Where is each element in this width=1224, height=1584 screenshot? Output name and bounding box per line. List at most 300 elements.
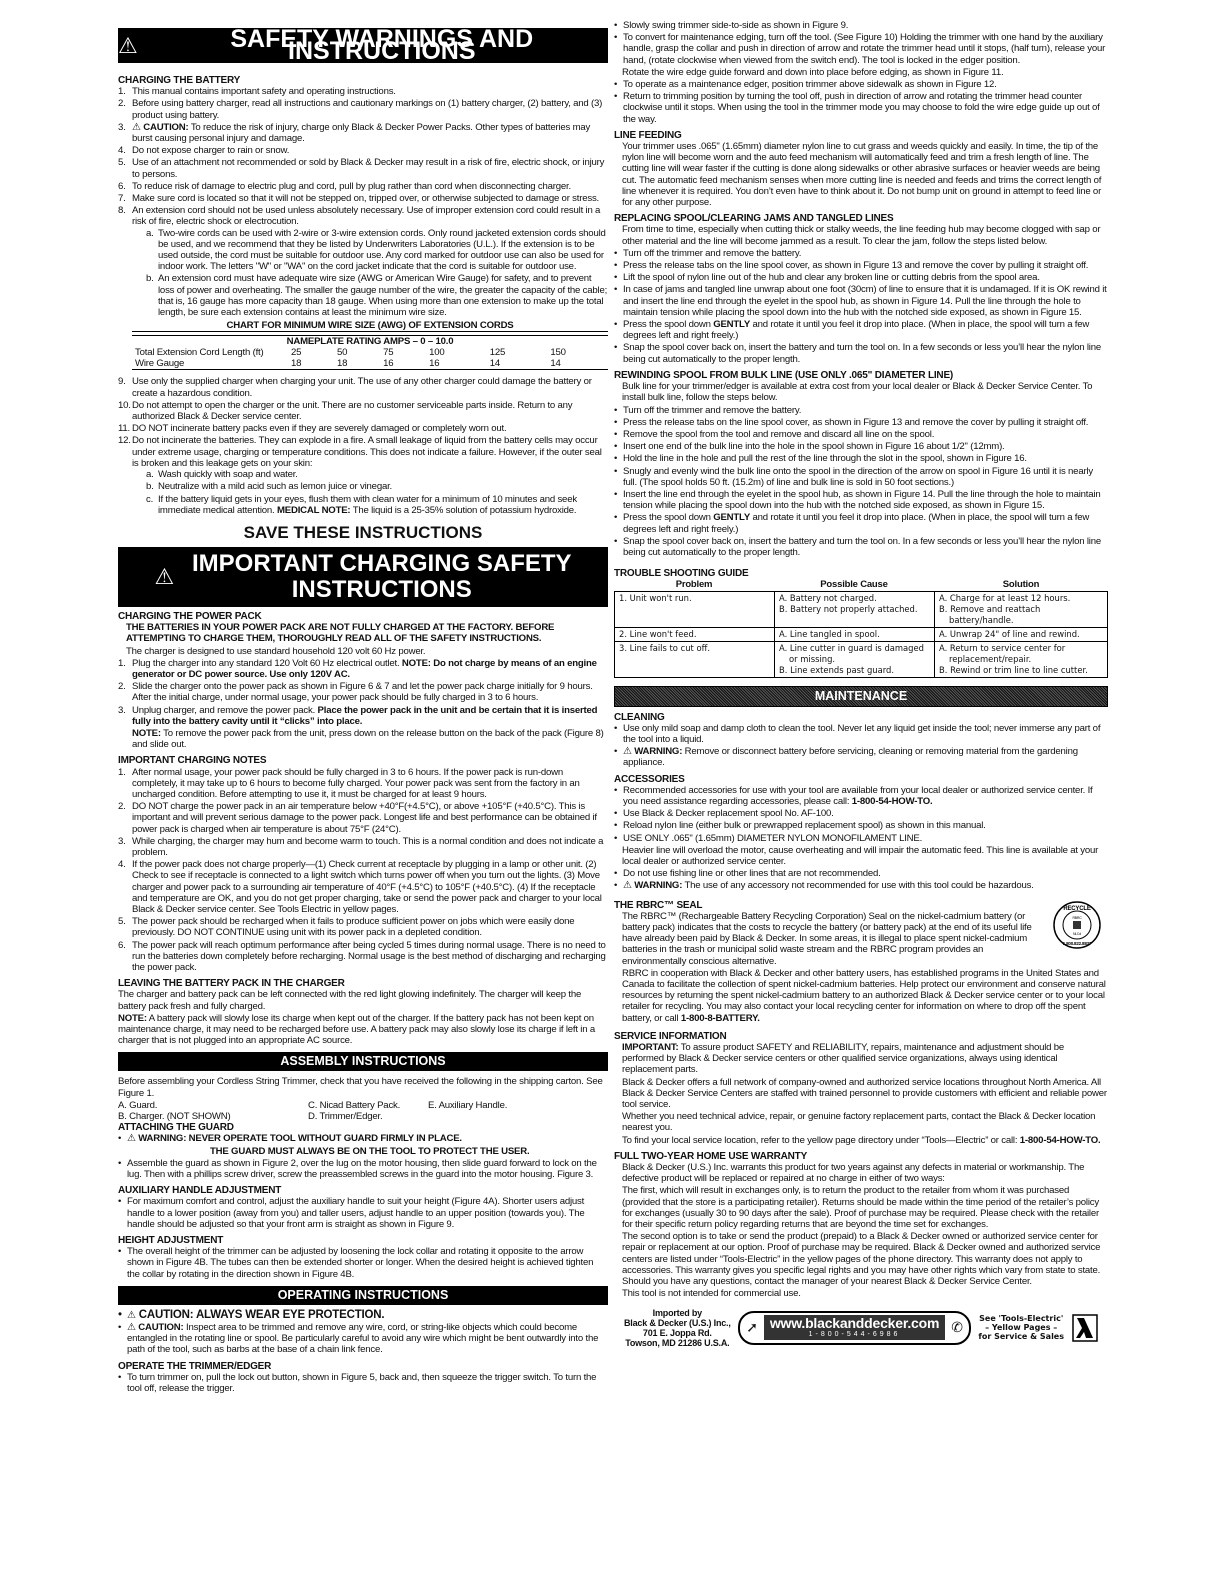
trouble-shooting-guide xyxy=(614,568,1108,677)
list-item xyxy=(614,32,1108,66)
yellow-line: – Yellow Pages – xyxy=(985,1323,1058,1332)
assembly-instructions-bar: ASSEMBLY INSTRUCTIONS xyxy=(118,1052,608,1071)
solution-item: A. Return to service center for replacement/repair. xyxy=(939,642,1066,664)
wire-value: 75 xyxy=(383,347,394,359)
text-run: After normal usage, your power pack should be fully charged in 3 to 6 hours. If the power pack is run-down completely, it may take up to 6 hours to become fully charged. Your power pack was sent from the factory in an uncharged condition. Before attempting to use it, it must be charged for at least 9 hours. xyxy=(132,766,580,800)
text-run: Use of an attachment not recommended or sold by Black & Decker may result in a risk of fire, electric shock, or injury to persons. xyxy=(132,157,605,180)
problem-cell: 2. Line won't feed. xyxy=(615,627,775,641)
section-heading xyxy=(118,1122,608,1133)
cause-cell xyxy=(775,641,935,677)
item-marker: 1. xyxy=(118,86,126,98)
item-list xyxy=(118,1246,608,1280)
yellow-line: See 'Tools-Electric' xyxy=(979,1314,1064,1323)
section-heading xyxy=(118,1185,608,1196)
paragraph xyxy=(614,141,1108,208)
paragraph xyxy=(614,1135,1108,1146)
wire-value: 100 xyxy=(429,347,445,359)
text-run: Before using battery charger, read all instructions and cautionary markings on (1) battery charger, (2) battery, and (3) product using battery. xyxy=(132,98,603,121)
part-item: B. Charger. (NOT SHOWN) xyxy=(118,1111,231,1123)
bullet-list xyxy=(118,1310,608,1356)
item-text xyxy=(127,1158,608,1180)
paragraph xyxy=(614,1162,1108,1184)
text-run: The second option is to take or send the product (prepaid) to a Black & Decker owned or authorized service center for repair or replacement at our option. Proof of purchase may be required. Black & Decker owned and authorized service centers are listed under “Tools-Electric” in the yellow pages of the phone directory. This warranty does not apply to accessories. This warranty gives you specific legal rights and you may have other rights which vary from state to state. Should you have any questions, contact the manager of your nearest Black & Decker Service Center. xyxy=(622,1231,1101,1288)
list-item xyxy=(118,1372,608,1394)
paragraph xyxy=(118,646,608,657)
text-run: Use only the supplied charger when charging your unit. The use of any other charger could damage the battery or create a hazardous condition. xyxy=(132,376,592,399)
paragraph xyxy=(614,1231,1108,1287)
text-run: DO NOT incinerate battery packs even if they are severely damaged or completely worn out. xyxy=(132,423,507,435)
text-run: This manual contains important safety and operating instructions. xyxy=(132,86,396,98)
bold-text: CAUTION: ALWAYS WEAR EYE PROTECTION. xyxy=(135,1308,385,1321)
list-item xyxy=(118,1196,608,1230)
section-heading xyxy=(614,370,1108,381)
item-text xyxy=(623,284,1108,318)
bold-text: THE GUARD MUST ALWAYS BE ON THE TOOL TO PROTECT THE USER. xyxy=(210,1145,530,1157)
text-run: FULL TWO-YEAR HOME USE WARRANTY xyxy=(614,1150,808,1162)
seal-chem-text: Ni-Cd xyxy=(1073,931,1081,936)
banner-line1: IMPORTANT CHARGING SAFETY xyxy=(191,549,572,577)
bullet-list xyxy=(614,248,1108,365)
item-marker: • xyxy=(614,91,618,103)
text-run: CLEANING xyxy=(614,711,665,723)
bullet-list xyxy=(614,405,1108,559)
item-text xyxy=(623,248,1108,259)
text-run: OPERATE THE TRIMMER/EDGER xyxy=(118,1360,272,1372)
paragraph xyxy=(614,845,1108,867)
wire-value: 14 xyxy=(489,358,501,370)
list-item xyxy=(614,284,1108,318)
item-text xyxy=(623,880,1108,891)
list-item xyxy=(614,785,1108,807)
text-run: Remove or disconnect battery before servicing, cleaning or removing material from the gardening appliance. xyxy=(623,746,1078,769)
text-run: IMPORTANT CHARGING NOTES xyxy=(118,755,267,767)
text-run: REWINDING SPOOL FROM BULK LINE (USE ONLY .065" DIAMETER LINE) xyxy=(614,369,954,381)
text-run: AUXILIARY HANDLE ADJUSTMENT xyxy=(118,1185,282,1197)
text-run: USE ONLY .065" (1.65mm) DIAMETER NYLON MONOFILAMENT LINE. xyxy=(623,832,923,844)
cause-cell xyxy=(775,627,935,641)
text-run: Plug the charger into any standard 120 Volt 60 Hz electrical outlet. xyxy=(132,657,402,669)
item-marker: 11. xyxy=(118,423,131,435)
item-list xyxy=(118,376,608,516)
wire-chart-table xyxy=(132,335,608,370)
item-list xyxy=(614,248,1108,365)
section-heading xyxy=(614,900,1108,911)
list-item xyxy=(118,122,608,144)
item-marker: 4. xyxy=(118,859,126,871)
list-item xyxy=(614,405,1108,416)
list-item xyxy=(614,723,1108,745)
service-warranty-section xyxy=(614,1031,1108,1300)
item-text xyxy=(132,98,608,120)
text-run: If the power pack does not charge properly—(1) Check current at receptacle by plugging in a lamp or other unit. (2) Check to see if receptacle is connected to a light switch which turns power off when you turn out the lights. (3) Move charger and power pack to a surrounding air temperature of 40°F (+4.5°C) to 105°F (+40.5°C). (4) If the receptacle and temperature are OK, and you do not get proper charging, take or send the power pack and charger to your local Black & Decker service center. See Tools Electric in yellow pages. xyxy=(132,859,602,915)
item-marker: • xyxy=(614,722,618,734)
item-text xyxy=(158,273,608,318)
item-marker: • xyxy=(614,465,618,477)
item-text xyxy=(158,481,608,492)
paragraph xyxy=(614,1288,1108,1299)
item-text xyxy=(127,1196,608,1230)
text-run: This tool is not intended for commercial use. xyxy=(622,1288,801,1300)
list-item xyxy=(614,248,1108,259)
item-list xyxy=(118,1196,608,1230)
bullet-list xyxy=(614,868,1108,891)
text-run: RBRC in cooperation with Black & Decker and other battery users, has established programs in the United States and Canada to facilitate the collection of spent nickel-cadmium batteries. Help protect our environment and conserve natural resources by returning the spent nickel-cadmium battery to an authorized Black & Decker service center or to your local retailer for recycling. You may also contact your local recycling center for information on where to drop off the spent battery, or call xyxy=(622,967,1106,1024)
item-list xyxy=(118,86,608,319)
list-item xyxy=(614,20,1108,31)
text-run: To reduce risk of damage to electric plug and cord, pull by plug rather than cord when disconnecting charger. xyxy=(132,180,571,192)
list-item xyxy=(118,801,608,835)
item-marker: 2. xyxy=(118,801,126,813)
bold-text: WARNING: xyxy=(631,746,683,758)
wire-size-chart xyxy=(118,320,608,370)
list-item xyxy=(614,833,1108,844)
text-run: The overall height of the trimmer can be adjusted by loosening the lock collar and rotating it opposite to the arrow shown in Figure 4B. The tubes can then be extended shorter or longer. When the desired height is achieved tighten the collar by rotating in the direction shown in Figure 4B. xyxy=(127,1246,594,1280)
bold-text: THE BATTERIES IN YOUR POWER PACK ARE NOT FULLY CHARGED AT THE FACTORY. BEFORE ATTEMPTING TO CHARGE THEM, THOROUGHLY READ ALL OF THE SAFETY INSTRUCTIONS. xyxy=(126,622,555,645)
item-marker: • xyxy=(614,832,618,844)
content-flow xyxy=(614,900,1108,1024)
list-item xyxy=(614,880,1108,891)
bold-text: Place the power pack in the unit and be certain that it is inserted fully into the battery cavity until it “clicks” into place. xyxy=(132,704,598,727)
item-marker: • xyxy=(614,20,618,31)
item-text xyxy=(623,260,1108,271)
item-text xyxy=(623,833,1108,844)
item-marker: 6. xyxy=(118,939,126,951)
content-flow xyxy=(118,1122,608,1280)
list-item xyxy=(118,859,608,915)
website-url[interactable]: www.blackanddecker.com xyxy=(769,1315,940,1331)
item-marker: • xyxy=(614,32,618,44)
text-run: and rotate it until you feel it drop into place. (When in place, the spool will turn a few degrees left and right freely.) xyxy=(623,319,1090,342)
item-marker: 10. xyxy=(118,399,131,411)
content-flow xyxy=(118,611,608,1047)
item-text xyxy=(623,453,1108,464)
text-run: Return to trimming position by turning the tool off, push in direction of arrow and rotating the trimmer head counter clockwise until it stops. When using the tool in the trimmer mode you may choose to fold the wire edge guide up out of the way. xyxy=(623,91,1100,125)
item-text xyxy=(132,122,608,144)
item-list xyxy=(118,1158,608,1180)
wire-value: 16 xyxy=(383,358,394,370)
item-text xyxy=(623,785,1108,807)
item-marker: 5. xyxy=(118,916,126,928)
text-run: REPLACING SPOOL/CLEARING JAMS AND TANGLED LINES xyxy=(614,213,894,225)
text-run: To remove the power pack from the unit, press down on the release button on the back of the pack (Figure 8) and slide out. xyxy=(132,727,604,751)
text-run: THE RBRC™ SEAL xyxy=(614,899,703,911)
item-text xyxy=(132,916,608,938)
text-run: Press the spool down xyxy=(623,512,714,524)
content-flow xyxy=(118,1310,608,1394)
paragraph xyxy=(118,989,608,1011)
text-run: The first, which will result in exchanges only, is to return the product to the retailer from whom it was purchased (provided that the store is a participating retailer). Returns should be made within the time period of the retailer’s policy for exchanges (usually 30 to 90 days after the sale). Proof of purchase may be required. Please check with the retailer for their specific return policy regarding returns that are beyond the time set for exchanges. xyxy=(622,1185,1099,1231)
list-item xyxy=(118,145,608,156)
item-marker: b. xyxy=(146,273,154,285)
numbered-list xyxy=(118,767,608,974)
list-item xyxy=(614,808,1108,819)
wire-chart-title: CHART FOR MINIMUM WIRE SIZE (AWG) OF EXTENSION CORDS xyxy=(132,320,608,332)
text-run: Snap the spool cover back on, insert the battery and turn the tool on. In a few seconds or less you’ll hear the nylon line being cut automatically to the proper length. xyxy=(623,342,1101,365)
item-text xyxy=(623,536,1108,558)
item-text xyxy=(623,489,1108,511)
maintenance-bar: MAINTENANCE xyxy=(614,686,1108,707)
item-text xyxy=(127,1372,608,1394)
bullet-list xyxy=(118,1246,608,1280)
yellow-line: for Service & Sales xyxy=(978,1332,1064,1341)
list-item xyxy=(614,512,1108,534)
cause-item: B. Battery not properly attached. xyxy=(779,603,918,614)
list-item xyxy=(118,376,608,398)
bullet-list xyxy=(118,1372,608,1394)
text-run: Rotate the wire edge guide forward and down into place before edging, as shown in Figure 11. xyxy=(622,66,1004,78)
item-marker: 3. xyxy=(118,704,126,716)
item-text xyxy=(623,466,1108,488)
item-text xyxy=(623,32,1108,66)
list-item xyxy=(118,1158,608,1180)
text-run: To assure product SAFETY and RELIABILITY, repairs, maintenance and adjustment should be performed by Black & Decker service centers or other qualified service organizations, always using identical replacement parts. xyxy=(622,1042,1065,1076)
content-flow xyxy=(118,376,608,516)
item-marker: • xyxy=(614,404,618,416)
list-item xyxy=(614,441,1108,452)
item-marker: 3. xyxy=(118,121,126,133)
list-item xyxy=(614,453,1108,464)
list-item xyxy=(118,658,608,680)
item-list xyxy=(614,405,1108,559)
item-marker: • xyxy=(614,453,618,465)
item-marker: a. xyxy=(146,469,154,481)
text-run: DO NOT charge the power pack in an air temperature below +40°F(+4.5°C), or above +105°F (+40.5°C). This is important and will prevent serious damage to the power pack. Longest life and best performance can be obtained if power pack is charged when air temperature is about 75°F (24°C). xyxy=(132,801,597,835)
wire-value: 16 xyxy=(429,358,440,370)
part-item: D. Trimmer/Edger. xyxy=(308,1111,383,1123)
list-item xyxy=(614,489,1108,511)
bullet-list xyxy=(614,785,1108,844)
list-item xyxy=(118,157,608,179)
text-run: ATTACHING THE GUARD xyxy=(118,1122,234,1134)
text-run: HEIGHT ADJUSTMENT xyxy=(118,1235,224,1247)
text-run: Unplug charger, and remove the power pack. xyxy=(132,704,318,716)
bold-text: NOTE: xyxy=(118,1012,147,1024)
warning-triangle-icon: ⚠ xyxy=(118,32,138,58)
wire-chart-subtitle: NAMEPLATE RATING AMPS – 0 – 10.0 xyxy=(286,336,454,348)
section-heading xyxy=(614,1031,1108,1042)
text-run: To find your local service location, refer to the yellow page directory under “Tools—Electric” or call: xyxy=(622,1134,1020,1146)
sub-list xyxy=(132,228,608,319)
trouble-row xyxy=(615,641,1108,677)
section-heading xyxy=(118,1235,608,1246)
list-item xyxy=(118,916,608,938)
part-item: A. Guard. xyxy=(118,1099,158,1111)
list-item xyxy=(118,681,608,703)
item-marker: • xyxy=(614,79,618,91)
item-marker: • xyxy=(614,441,618,453)
yellow-pages-logo-icon xyxy=(1072,1314,1098,1342)
wire-value: 14 xyxy=(550,358,561,370)
bold-text: GENTLY xyxy=(713,512,751,524)
list-item xyxy=(118,98,608,120)
list-item xyxy=(614,536,1108,558)
rbrc-recycle-seal xyxy=(1052,900,1102,950)
text-run: Insert one end of the bulk line into the hole in the spool shown in Figure 16 about 1/2" (12mm). xyxy=(623,441,1005,453)
warning-triangle-icon: ⚠ xyxy=(623,746,632,758)
item-text xyxy=(132,705,608,727)
text-run: In case of jams and tangled line unwrap about one foot (30cm) of line to ensure that it is undamaged. If it is OK rewind it and insert the line end through the eyelet in the spool hub, as shown in Figure 14. Pull the line through the hole to maintain tension while placing the spool down into the hub with the notched side exposed, as shown in Figure 15. xyxy=(623,284,1107,318)
item-text xyxy=(623,91,1108,125)
text-run: Turn off the trimmer and remove the battery. xyxy=(623,247,802,259)
text-run: Do not use fishing line or other lines that are not recommended. xyxy=(623,868,881,880)
cursor-arrow-icon: ➚ xyxy=(746,1318,758,1335)
item-text xyxy=(623,20,1108,31)
item-text xyxy=(132,859,608,915)
wire-value: 25 xyxy=(291,347,302,359)
item-marker: 12. xyxy=(118,435,131,447)
list-item xyxy=(146,494,608,516)
text-run: ACCESSORIES xyxy=(614,773,685,785)
part-item: C. Nicad Battery Pack. xyxy=(308,1099,401,1111)
item-text xyxy=(623,808,1108,819)
text-run: Assemble the guard as shown in Figure 2, over the lug on the motor housing, then slide guard forward to lock on the lug. Then with a phillips screw driver, screw the preassembled screws in the guard into the motor housing. Figure 3. xyxy=(127,1157,597,1181)
footer xyxy=(614,1308,1108,1348)
item-list xyxy=(614,723,1108,769)
warning-triangle-icon: ⚠ xyxy=(127,1309,136,1321)
parts-list xyxy=(118,1100,608,1122)
trouble-table xyxy=(614,591,1108,678)
item-marker: • xyxy=(614,488,618,500)
wire-value: 18 xyxy=(291,358,302,370)
bullet-list xyxy=(118,1196,608,1230)
assembly-section xyxy=(118,1076,608,1279)
text-run: The liquid is a 25-35% solution of potassium hydroxide. xyxy=(350,504,577,516)
item-text xyxy=(132,86,608,97)
item-text xyxy=(158,469,608,480)
phone-handset-icon: ✆ xyxy=(951,1318,963,1335)
section-heading xyxy=(614,213,1108,224)
importer-line: Imported by xyxy=(652,1307,702,1318)
text-run: Slide the charger onto the power pack as shown in Figure 6 & 7 and let the power pack charge initially for 9 hours. After the initial charge, under normal usage, your power pack should be fully charged in 3 to 6 hours. xyxy=(132,681,593,704)
section-heading xyxy=(118,755,608,766)
item-text xyxy=(623,429,1108,440)
item-marker: 4. xyxy=(118,145,126,157)
seal-top-text: RECYCLE xyxy=(1063,905,1091,912)
banner-title: SAFETY WARNINGS AND INSTRUCTIONS xyxy=(230,25,534,65)
cause-item: A. Line cutter in guard is damaged or missing. xyxy=(779,642,924,664)
item-text xyxy=(623,342,1108,364)
warning-triangle-icon: ⚠ xyxy=(623,880,632,892)
text-run: Do not incinerate the batteries. They can explode in a fire. A small leakage of liquid from the battery cells may occur under extreme usage, charging or temperature conditions. This does not indicate a failure. However, if the outer seal is broken and this leakage gets on your skin: xyxy=(132,435,602,469)
item-marker: • xyxy=(614,319,618,331)
trouble-row xyxy=(615,627,1108,641)
wire-value: 18 xyxy=(337,358,348,370)
left-column xyxy=(118,25,608,1395)
text-run: and rotate it until you feel it drop into place. (When in place, the spool will turn a few degrees left and right freely.) xyxy=(623,512,1090,535)
item-marker: • xyxy=(614,260,618,272)
text-run: LINE FEEDING xyxy=(614,129,682,141)
text-run: Snap the spool cover back on, insert the battery and turn the tool on. In a few seconds or less you’ll hear the nylon line being cut automatically to the proper length. xyxy=(623,535,1101,558)
banner-line2: INSTRUCTIONS xyxy=(291,575,472,603)
bold-text: GENTLY xyxy=(713,319,751,331)
text-run: LEAVING THE BATTERY PACK IN THE CHARGER xyxy=(118,978,345,990)
item-marker: • xyxy=(614,342,618,354)
bold-text: 1-800-54-HOW-TO. xyxy=(1019,1134,1101,1146)
item-text xyxy=(132,767,608,801)
item-marker: • xyxy=(118,1322,122,1334)
item-marker: b. xyxy=(146,481,154,493)
text-run: An extension cord must have adequate wire size (AWG or American Wire Gauge) for safety, and to prevent loss of power and overheating. The smaller the gauge number of the wire, the greater the capacity of the cable; that is, 16 gauge has more capacity than 18 gauge. When using more than one extension to make up the total length, be sure each extension contains at least the minimum wire size. xyxy=(158,273,608,319)
item-marker: • xyxy=(118,1133,122,1145)
list-item xyxy=(146,228,608,273)
problem-cell: 1. Unit won't run. xyxy=(615,591,775,627)
power-pack-section xyxy=(118,611,608,1047)
solution-cell xyxy=(935,641,1108,677)
text-run: Wash quickly with soap and water. xyxy=(158,469,298,481)
text-run: Your trimmer uses .065" (1.65mm) diameter nylon line to cut grass and weeds quickly and easily. In time, the tip of the nylon line will become worn and the auto feed mechanism will automatically feed and trim a fresh length of line. The cutting line will wear faster if the cutting is done along sidewalks or other abrasive surfaces or heavier weeds are being cut. The automatic feed mechanism senses when more cutting line is needed and feeds and trims the correct length of line whenever it is required. You don’t even have to think about it. Do not bump unit on ground in attempt to feed line or for any other purpose. xyxy=(622,141,1102,209)
importer-line: Towson, MD 21286 U.S.A. xyxy=(625,1337,730,1348)
numbered-list xyxy=(118,658,608,727)
wire-value: 50 xyxy=(337,347,348,359)
text-run: Black & Decker (U.S.) Inc. warrants this product for two years against any defects in material or workmanship. The defective product will be replaced or repaired at no charge in either of two ways: xyxy=(622,1162,1085,1185)
item-list xyxy=(614,20,1108,66)
paragraph xyxy=(614,224,1108,246)
operating-section xyxy=(118,1310,608,1394)
text-run: An extension cord should not be used unless absolutely necessary. Use of improper extension cord could result in a risk of fire, electric shock or electrocution. xyxy=(132,205,601,228)
text-run: CHARGING THE POWER PACK xyxy=(118,610,262,622)
text-run: Inspect area to be trimmed and remove any wire, cord, or string-like objects which could become entangled in the rotating line or spool. Be particularly careful to avoid any wire which might be bent outwardly into the path of the tool, such as barbs at the base of a chain link fence. xyxy=(127,1322,599,1356)
content-flow xyxy=(118,75,608,319)
item-marker: c. xyxy=(146,493,154,505)
item-marker: • xyxy=(118,1308,122,1321)
bold-text: NOTE: xyxy=(132,727,161,739)
section-heading xyxy=(614,130,1108,141)
yellow-pages-note xyxy=(978,1314,1064,1341)
seal-phone-text: 1.800.822.8837 xyxy=(1062,940,1092,946)
bold-text: IMPORTANT: xyxy=(622,1042,679,1054)
list-item xyxy=(118,940,608,974)
item-text xyxy=(623,417,1108,428)
item-marker: • xyxy=(614,416,618,428)
bullet-list xyxy=(614,20,1108,66)
bullet-list xyxy=(118,1133,608,1144)
item-text xyxy=(132,145,608,156)
text-run: While charging, the charger may hum and become warm to touch. This is a normal condition and does not indicate a problem. xyxy=(132,835,604,858)
list-item xyxy=(146,481,608,492)
warning-triangle-icon: ⚠ xyxy=(127,1322,136,1334)
importer-address xyxy=(624,1308,731,1348)
section-heading xyxy=(614,712,1108,723)
text-run: Use Black & Decker replacement spool No. AF-100. xyxy=(623,808,834,820)
trouble-row xyxy=(615,591,1108,627)
assembly-intro: Before assembling your Cordless String Trimmer, check that you have received the following in the shipping carton. See Figure 1. xyxy=(118,1076,603,1099)
text-run: Heavier line will overload the motor, cause overheating and will impair the automatic feed. This line is available at your local dealer or authorized service center. xyxy=(622,844,1099,867)
list-item xyxy=(118,435,608,516)
save-instructions-heading: SAVE THESE INSTRUCTIONS xyxy=(243,522,483,542)
item-marker: 6. xyxy=(118,180,126,192)
website-badge[interactable] xyxy=(738,1311,970,1345)
list-item xyxy=(614,417,1108,428)
item-text xyxy=(623,723,1108,745)
text-run: SERVICE INFORMATION xyxy=(614,1030,727,1042)
list-item xyxy=(118,423,608,434)
list-item xyxy=(118,705,608,727)
list-item xyxy=(614,868,1108,879)
solution-cell xyxy=(935,591,1108,627)
item-text xyxy=(127,1322,608,1356)
paragraph xyxy=(614,968,1108,1024)
paragraph xyxy=(614,1111,1108,1133)
bold-text: WARNING: NEVER OPERATE TOOL WITHOUT GUARD FIRMLY IN PLACE. xyxy=(135,1133,462,1145)
list-item xyxy=(118,836,608,858)
text-run: For maximum comfort and control, adjust the auxiliary handle to suit your height (Figure 4A). Shorter users adjust handle to a lower position (away from you) and taller users, adjust handle to an upper position (towards you). The handle should be adjusted so that your front arm is straight as shown in Figure 9. xyxy=(127,1196,585,1230)
content-flow xyxy=(614,712,1108,892)
cause-item: A. Line tangled in spool. xyxy=(779,628,880,639)
item-marker: • xyxy=(614,284,618,296)
wire-value: 125 xyxy=(489,347,506,359)
text-run: Recommended accessories for use with your tool are available from your local dealer or authorized service center. If you need assistance regarding accessories, please call: xyxy=(623,784,1093,807)
list-item xyxy=(614,260,1108,271)
